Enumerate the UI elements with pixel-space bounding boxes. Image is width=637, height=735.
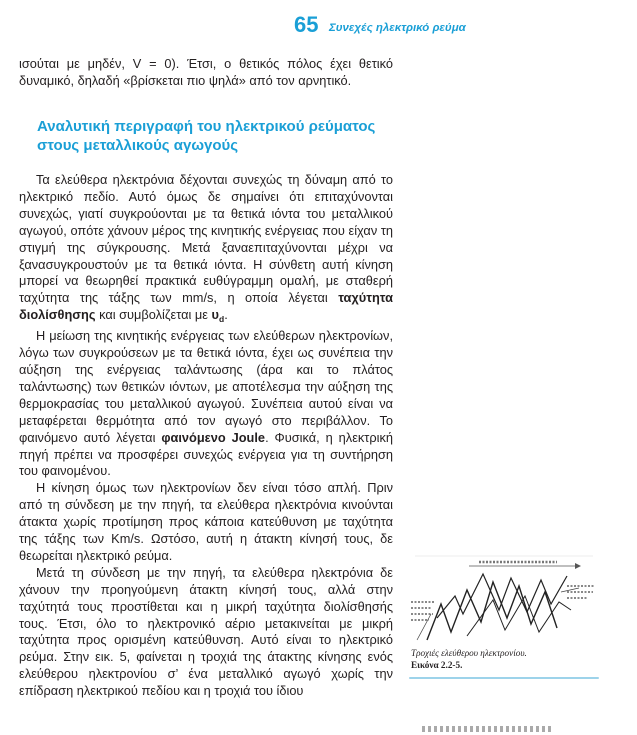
caption-underline [409, 677, 599, 679]
chapter-title: Συνεχές ηλεκτρικό ρεύμα [328, 22, 466, 34]
paragraph-text: . [224, 307, 228, 323]
paragraph-text: και συμβολίζεται με [95, 307, 212, 323]
figure-electron-trajectories [407, 552, 599, 682]
intro-text-block [19, 56, 393, 90]
paragraph-joule-effect [19, 328, 393, 480]
symbol-subscript: d [218, 314, 225, 325]
caption-figure-number: Εικόνα 2.2-5. [411, 659, 463, 670]
body-text-column [19, 172, 393, 700]
paragraph-text: Τα ελεύθερα ηλεκτρόνια δέχονται συνεχώς τη δύναμη από το ηλεκτρικό πεδίο. Αυτό όμως δε σημαίνει ότι επιταχύνονται συνεχώς, γιατί συγκρούονται με τα θετικά ιόντα του μεταλλικού αγωγού, οπότε χάνουν μέρος της κινητικής ενέργειας που είχαν τη στιγμή της σύγκρουσης. Μετά ξαναεπιταχύνονται μέχρι να ξανασυγκρουστούν με τα θετικά ιόντα. Η σύνθετη αυτή κίνηση μπορεί να θεωρηθεί πρακτικά ευθύγραμμη ομαλή, με σταθερή ταχύτητα της τάξης των mm/s, η οποία λέγεται [19, 172, 393, 306]
drift-velocity-symbol [211, 307, 225, 325]
page-number: 65 [294, 12, 319, 37]
symbol-text: υ [211, 307, 219, 323]
trajectory-with-field [437, 574, 567, 618]
term-joule-effect: φαινόμενο Joule [161, 429, 266, 445]
paragraph-electric-current: Μετά τη σύνδεση με την πηγή, τα ελεύθερα ηλεκτρόνια δε χάνουν την προηγούμενη άτακτη κίνησή τους, αλλά στην ταχύτητά τους προστίθεται και η μικρή ταχύτητα διολίσθησής τους. Έτσι, όλο το ηλεκτρονικό αέριο μετακινείται με μικρή ταχύτητα προς ορισμένη κατεύθυνση. Αυτό είναι το ηλεκτρικό ρεύμα. Στην εικ. 5, φαίνεται η τροχιά της άτακτης κίνησης ενός ελεύθερου ηλεκτρονίου σ’ ένα μεταλλικό αγωγό χωρίς την επίδραση ηλεκτρικού πεδίου και η τροχιά του ίδιου [19, 564, 393, 699]
electron-trajectory-diagram [407, 552, 599, 648]
term-drift-velocity: ταχύτητα διολίσθησης [19, 290, 393, 323]
paragraph-text: . Φυσικά, η ηλεκτρική πηγή πρέπει να προσφέρει συνεχώς ενέργεια για τη συντήρηση του φαινομένου. [19, 429, 393, 479]
figure-caption [411, 648, 597, 671]
paragraph-text: Η μείωση της κινητικής ενέργειας των ελεύθερων ηλεκτρονίων, λόγω των συγκρούσεων με τα θετικά ιόντα, έχει ως συνέπεια την αύξηση της ενέργειας ταλάντωσης (άρα και το πλάτος ταλάντωσης) των θετικών ιόντων, με αποτέλεσμα την αύξηση της θερμοκρασίας του μεταλλικού αγωγού. Συνέπεια αυτού είναι να μεταφέρεται θερμότητα από τον αγωγό στο περιβάλλον. Το φαινόμενο αυτό λέγεται [19, 328, 393, 445]
trajectory-without-field [427, 582, 557, 640]
cropped-text-fragment [422, 726, 552, 732]
paragraph-random-motion: Η κίνηση όμως των ηλεκτρονίων δεν είναι τόσο απλή. Πριν από τη σύνδεση με την πηγή, τα ελεύθερα ηλεκτρόνια κινούνται άτακτα χωρίς προτίμηση προς κάποια κατεύθυνση με ταχύτητα της τάξης των Km/s. Ωστόσο, αυτή η άτακτη κίνησή τους, δε θεωρείται ηλεκτρικό ρεύμα. [19, 480, 393, 563]
section-heading: Αναλυτική περιγραφή του ηλεκτρικού ρεύματος στους μεταλλικούς αγωγούς [37, 118, 376, 154]
page-header [294, 12, 466, 38]
caption-description: Τροχιές ελεύθερου ηλεκτρονίου. [411, 648, 527, 658]
intro-paragraph: ισούται με μηδέν, V = 0). Έτσι, ο θετικός πόλος έχει θετικό δυναμικό, δηλαδή «βρίσκεται πιο ψηλά» από τον αρνητικό. [19, 56, 393, 88]
paragraph-drift-velocity [19, 172, 393, 328]
